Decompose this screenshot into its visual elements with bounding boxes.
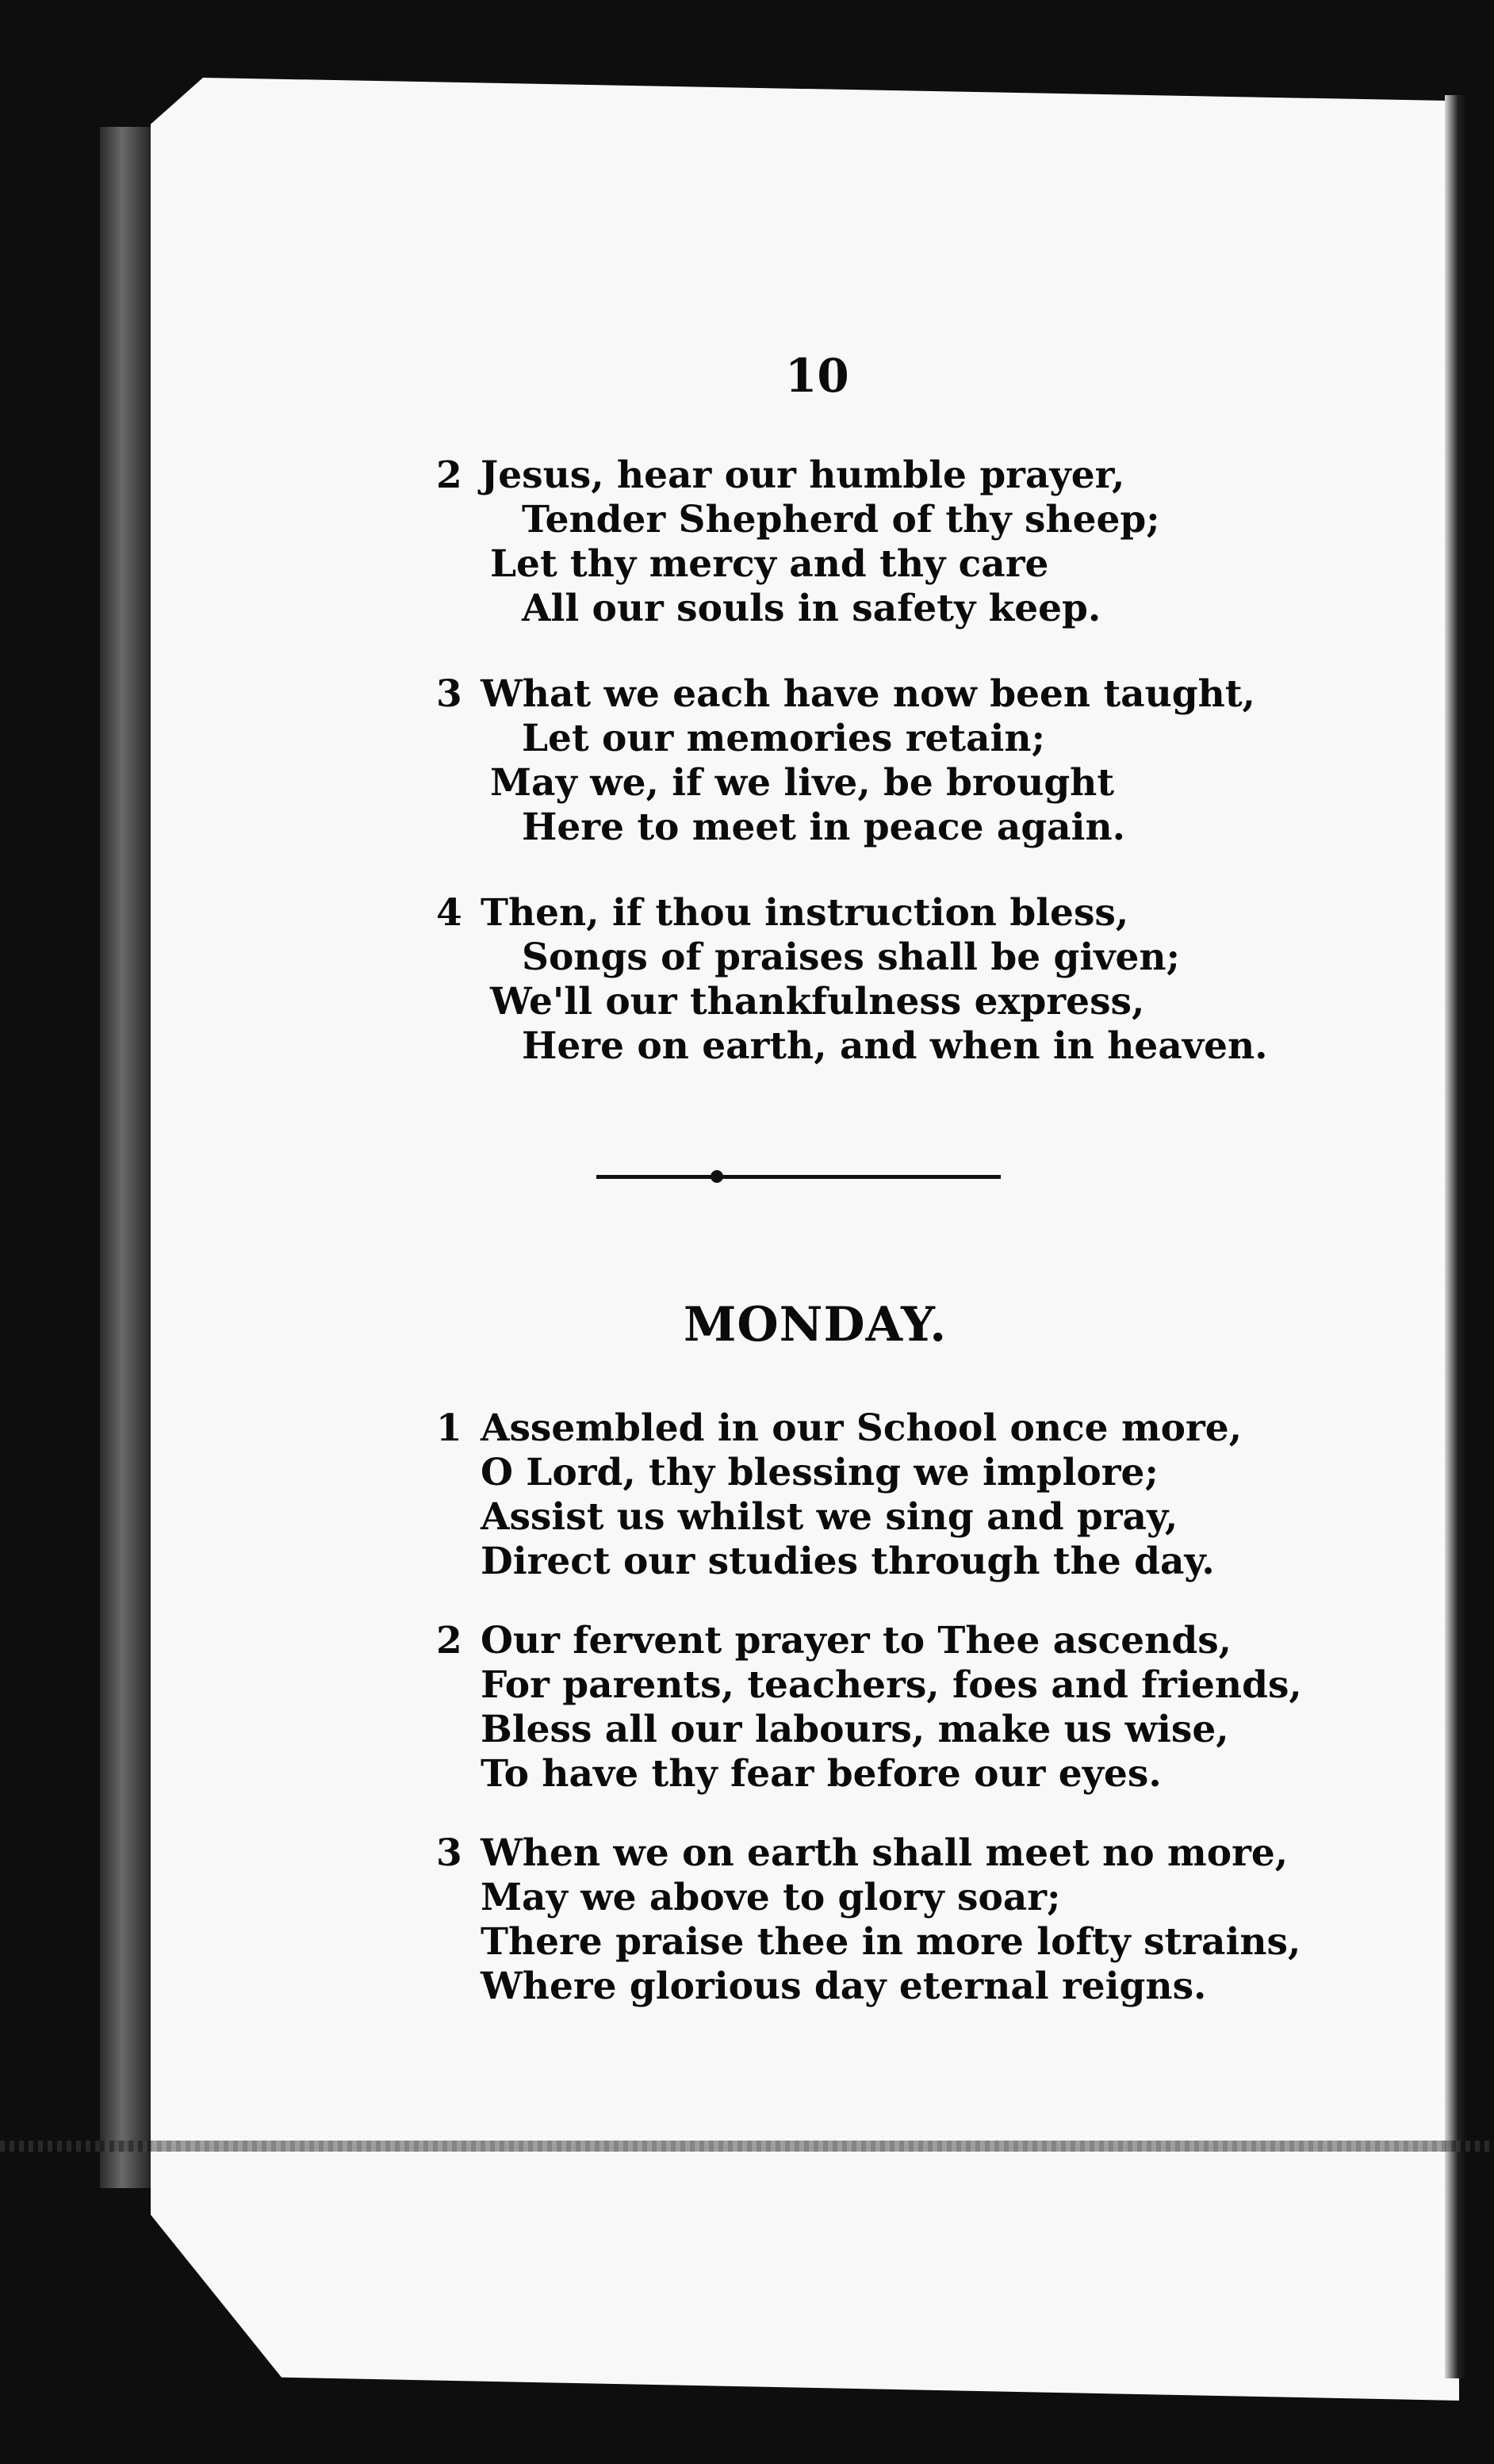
- verse-line: Our fervent prayer to Thee ascends,: [481, 1619, 1232, 1662]
- stanza-number: 2: [436, 453, 462, 497]
- stanza-number: 3: [436, 672, 462, 716]
- verse-line: When we on earth shall meet no more,: [481, 1831, 1289, 1875]
- verse-line: Jesus, hear our humble prayer,: [481, 453, 1125, 497]
- verse-line: We'll our thankfulness express,: [490, 980, 1145, 1023]
- monday-stanza-2: [436, 1619, 1302, 1796]
- stanza-number: 4: [436, 891, 462, 935]
- divider-ornament: [711, 1170, 723, 1183]
- stanza-number: 2: [436, 1619, 462, 1662]
- verse-line: May we above to glory soar;: [481, 1876, 1061, 1919]
- verse-line: To have thy fear before our eyes.: [481, 1752, 1162, 1796]
- verse-line: Here on earth, and when in heaven.: [522, 1024, 1268, 1068]
- verse-line: Songs of praises shall be given;: [522, 935, 1180, 979]
- section-divider: [596, 1175, 1001, 1179]
- monday-stanza-3: [436, 1831, 1301, 2009]
- verse-line: May we, if we live, be brought: [490, 761, 1115, 805]
- verse-line: Let thy mercy and thy care: [490, 542, 1049, 586]
- stanza-4: [436, 891, 1268, 1069]
- verse-line: What we each have now been taught,: [481, 672, 1255, 716]
- stanza-2: [436, 453, 1160, 631]
- verse-line: There praise thee in more lofty strains,: [481, 1920, 1301, 1964]
- verse-line: For parents, teachers, foes and friends,: [481, 1663, 1302, 1707]
- verse-line: Let our memories retain;: [522, 717, 1045, 760]
- verse-line: All our souls in safety keep.: [522, 587, 1101, 630]
- verse-line: Bless all our labours, make us wise,: [481, 1708, 1229, 1751]
- section-title: MONDAY.: [684, 1297, 948, 1353]
- stanza-number: 1: [436, 1406, 462, 1450]
- stanza-number: 3: [436, 1831, 462, 1875]
- verse-line: O Lord, thy blessing we implore;: [481, 1451, 1159, 1494]
- verse-line: Assembled in our School once more,: [481, 1406, 1243, 1450]
- page-number: 10: [785, 349, 849, 403]
- verse-line: Where glorious day eternal reigns.: [481, 1965, 1207, 2008]
- verse-line: Then, if thou instruction bless,: [481, 891, 1129, 935]
- verse-line: Assist us whilst we sing and pray,: [481, 1495, 1178, 1539]
- stanza-3: [436, 672, 1255, 850]
- monday-stanza-1: [436, 1406, 1242, 1584]
- verse-line: Here to meet in peace again.: [522, 805, 1126, 849]
- verse-line: Tender Shepherd of thy sheep;: [522, 498, 1160, 541]
- verse-line: Direct our studies through the day.: [481, 1540, 1215, 1583]
